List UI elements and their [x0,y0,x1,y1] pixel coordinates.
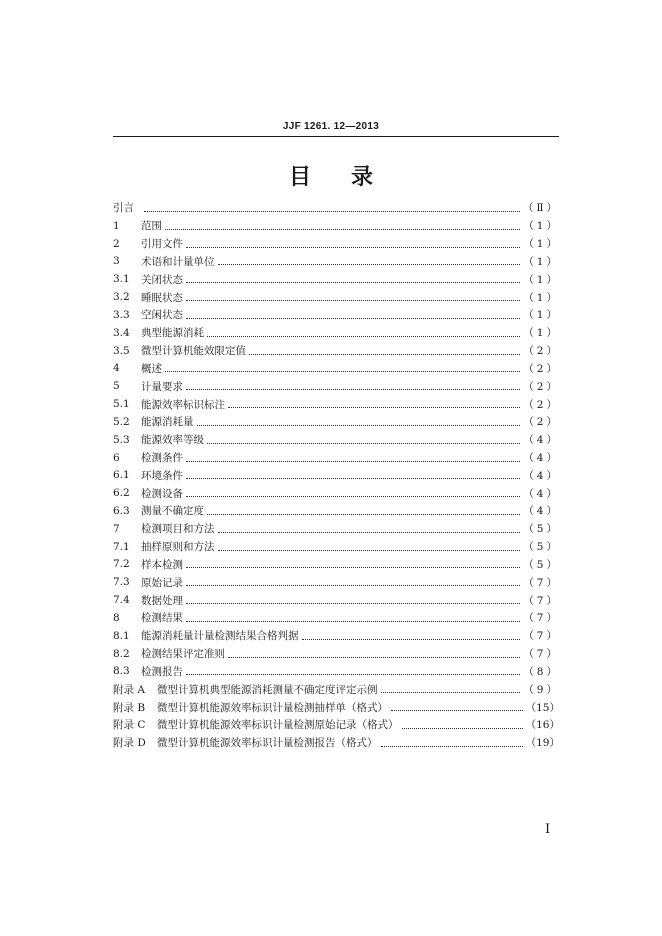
toc-leader-dots [381,745,523,747]
toc-leader-dots [144,210,520,212]
toc-entry-number: 3.4 [113,326,130,339]
toc-entry-page: （2） [523,345,560,358]
toc-entry[interactable] [113,377,560,395]
page-number: I [545,822,551,837]
toc-entry-page: （1） [523,220,560,233]
toc-entry[interactable] [113,466,560,484]
toc-entry-page: （5） [523,558,560,571]
toc-entry-number: 5.3 [113,433,130,446]
toc-entry[interactable] [113,235,560,253]
toc-entry-number: 附录 A [113,683,145,696]
toc-entry-label: 能源消耗量计量检测结果合格判据 [141,630,299,643]
toc-leader-dots [186,246,520,248]
toc-entry-label: 概述 [141,362,162,375]
toc-entry[interactable] [113,199,560,217]
toc-leader-dots [218,531,521,533]
toc-entry[interactable] [113,627,560,645]
toc-entry-number: 附录 C [113,719,146,732]
toc-leader-dots [186,281,520,283]
toc-leader-dots [165,228,520,230]
toc-leader-dots [186,620,520,622]
toc-leader-dots [186,460,520,462]
toc-entry-label: 检测条件 [141,452,183,464]
toc-leader-dots [228,406,520,408]
toc-entry-page: （19） [525,737,560,750]
toc-entry-label: 原始记录 [141,576,183,589]
toc-leader-dots [381,691,521,693]
toc-entry[interactable] [113,413,560,431]
toc-leader-dots [207,442,520,444]
toc-leader-dots [186,477,520,479]
toc-entry-label: 微型计算机典型能源消耗测量不确定度评定示例 [157,683,378,696]
toc-leader-dots [402,727,523,729]
toc-entry[interactable] [113,734,560,752]
toc-entry-label: 能源效率标识标注 [141,398,225,411]
toc-entry-label: 空闲状态 [141,309,183,322]
standard-number: JJF 1261. 12—2013 [282,121,380,132]
toc-entry-number: 附录 D [113,737,146,750]
toc-entry-label: 环境条件 [141,469,183,482]
toc-leader-dots [186,388,520,390]
header-rule [113,136,559,137]
toc-entry-page: （1） [523,327,560,340]
toc-entry-label: 关闭状态 [141,273,183,286]
toc-entry-page: （1） [523,309,560,322]
toc-leader-dots [186,299,520,301]
toc-entry[interactable] [113,520,560,538]
toc-entry-page: （7） [523,576,560,589]
toc-leader-dots [186,317,520,319]
toc-entry-label: 微型计算机能源效率标识计量检测抽样单（格式） [157,701,388,714]
toc-entry-number: 2 [113,237,120,250]
toc-entry-label: 微型计算机能效限定值 [141,345,246,358]
toc-entry-number: 7.2 [113,558,130,571]
toc-entry-label: 检测结果 [141,612,183,625]
toc-entry-number: 8.1 [113,629,130,642]
toc-entry-page: （7） [523,648,560,661]
toc-entry-label: 数据处理 [141,594,183,607]
toc-entry[interactable] [113,645,560,663]
toc-leader-dots [186,566,520,568]
toc-entry-label: 微型计算机能源效率标识计量检测原始记录（格式） [157,719,399,732]
toc-entry-page: （2） [523,380,560,393]
toc-entry-number: 7.1 [113,540,130,553]
toc-entry[interactable] [113,359,560,377]
toc-leader-dots [218,263,521,265]
toc-leader-dots [186,495,520,497]
toc-leader-dots [186,584,520,586]
toc-entry-number: 6.3 [113,504,130,517]
toc-entry-label: 检测报告 [141,665,183,678]
toc-entry[interactable] [113,484,560,502]
toc-entry[interactable] [113,573,560,591]
toc-entry-number: 3.1 [113,273,130,286]
toc-entry-page: （2） [523,416,560,429]
toc-entry[interactable] [113,609,560,627]
toc-entry-label: 引用文件 [141,238,183,251]
toc-entry[interactable] [113,680,560,698]
toc-entry-number: 3.5 [113,344,130,357]
toc-entry-page: （1） [523,255,560,268]
toc-entry[interactable] [113,217,560,235]
toc-entry-page: （7） [523,594,560,607]
toc-entry-page: （4） [523,434,560,447]
toc-entry-number: 1 [113,219,120,232]
toc-leader-dots [186,673,520,675]
toc-entry-page: （1） [523,238,560,251]
toc-entry-number: 8 [113,611,120,624]
toc-entry[interactable] [113,502,560,520]
toc-entry-page: （1） [523,291,560,304]
toc-leader-dots [207,335,520,337]
toc-entry-number: 4 [113,362,120,375]
toc-entry-label: 范围 [141,220,162,233]
toc-entry-page: （2） [523,398,560,411]
toc-entry[interactable] [113,395,560,413]
toc-entry-number: 6.1 [113,469,130,482]
toc-entry-number: 3.2 [113,291,130,304]
toc-entry-page: （9） [523,683,560,696]
toc-entry-label: 测量不确定度 [141,505,204,518]
toc-entry-number: 6 [113,451,120,464]
toc-entry[interactable] [113,306,560,324]
toc-entry[interactable] [113,252,560,270]
toc-entry-page: （7） [523,630,560,643]
toc-entry-page: （8） [523,665,560,678]
toc-entry-page: （2） [523,362,560,375]
toc-leader-dots [165,370,520,372]
toc-entry[interactable] [113,342,560,360]
toc-entry-number: 3 [113,255,120,268]
toc-entry-page: （4） [523,452,560,464]
toc-entry-page: （15） [525,701,560,714]
toc-entry-number: 6.2 [113,487,130,500]
toc-leader-dots [302,638,521,640]
toc-entry-page: （7） [523,612,560,625]
toc-leader-dots [186,602,520,604]
toc-leader-dots [391,709,523,711]
toc-entry[interactable] [113,431,560,449]
toc-entry[interactable] [113,556,560,574]
table-of-contents [113,199,560,752]
toc-entry-label: 能源消耗量 [141,416,194,429]
toc-entry-number: 5.2 [113,415,130,428]
toc-entry-page: （5） [523,541,560,554]
title-char-2: 录 [351,165,374,190]
toc-entry-label: 术语和计量单位 [141,255,215,268]
toc-entry-label: 典型能源消耗 [141,327,204,340]
page-title [0,160,662,191]
toc-entry[interactable] [113,270,560,288]
toc-entry[interactable] [113,591,560,609]
toc-entry[interactable] [113,698,560,716]
toc-entry-page: （5） [523,523,560,536]
title-char-1: 目 [288,165,311,190]
toc-entry-number: 7.4 [113,594,130,607]
toc-entry[interactable] [113,663,560,681]
toc-leader-dots [197,424,521,426]
toc-entry-number: 引言 [113,202,134,215]
toc-entry-number: 附录 B [113,701,146,714]
toc-entry-label: 能源效率等级 [141,434,204,447]
toc-entry-label: 抽样原则和方法 [141,541,215,554]
toc-entry[interactable] [113,288,560,306]
toc-entry-label: 检测设备 [141,487,183,500]
toc-entry-number: 7.3 [113,576,130,589]
toc-entry-label: 样本检测 [141,558,183,571]
toc-entry-label: 微型计算机能源效率标识计量检测报告（格式） [157,737,378,750]
toc-entry[interactable] [113,716,560,734]
toc-entry[interactable] [113,449,560,467]
toc-entry-label: 睡眠状态 [141,291,183,304]
toc-leader-dots [218,549,521,551]
toc-entry-page: （Ⅱ） [522,202,560,215]
toc-entry-label: 检测项目和方法 [141,523,215,536]
toc-entry-number: 3.3 [113,308,130,321]
toc-entry[interactable] [113,538,560,556]
toc-entry-label: 检测结果评定准则 [141,648,225,661]
toc-entry-page: （4） [523,487,560,500]
toc-entry-label: 计量要求 [141,380,183,393]
toc-entry-number: 8.2 [113,647,130,660]
toc-leader-dots [228,656,520,658]
toc-entry-number: 7 [113,522,120,535]
toc-entry-number: 5 [113,380,120,393]
toc-entry-number: 5.1 [113,398,130,411]
toc-leader-dots [207,513,520,515]
toc-entry-page: （4） [523,505,560,518]
toc-entry-number: 8.3 [113,665,130,678]
toc-leader-dots [249,353,520,355]
toc-entry-page: （16） [525,719,560,732]
toc-entry[interactable] [113,324,560,342]
toc-entry-page: （1） [523,273,560,286]
toc-entry-page: （4） [523,469,560,482]
